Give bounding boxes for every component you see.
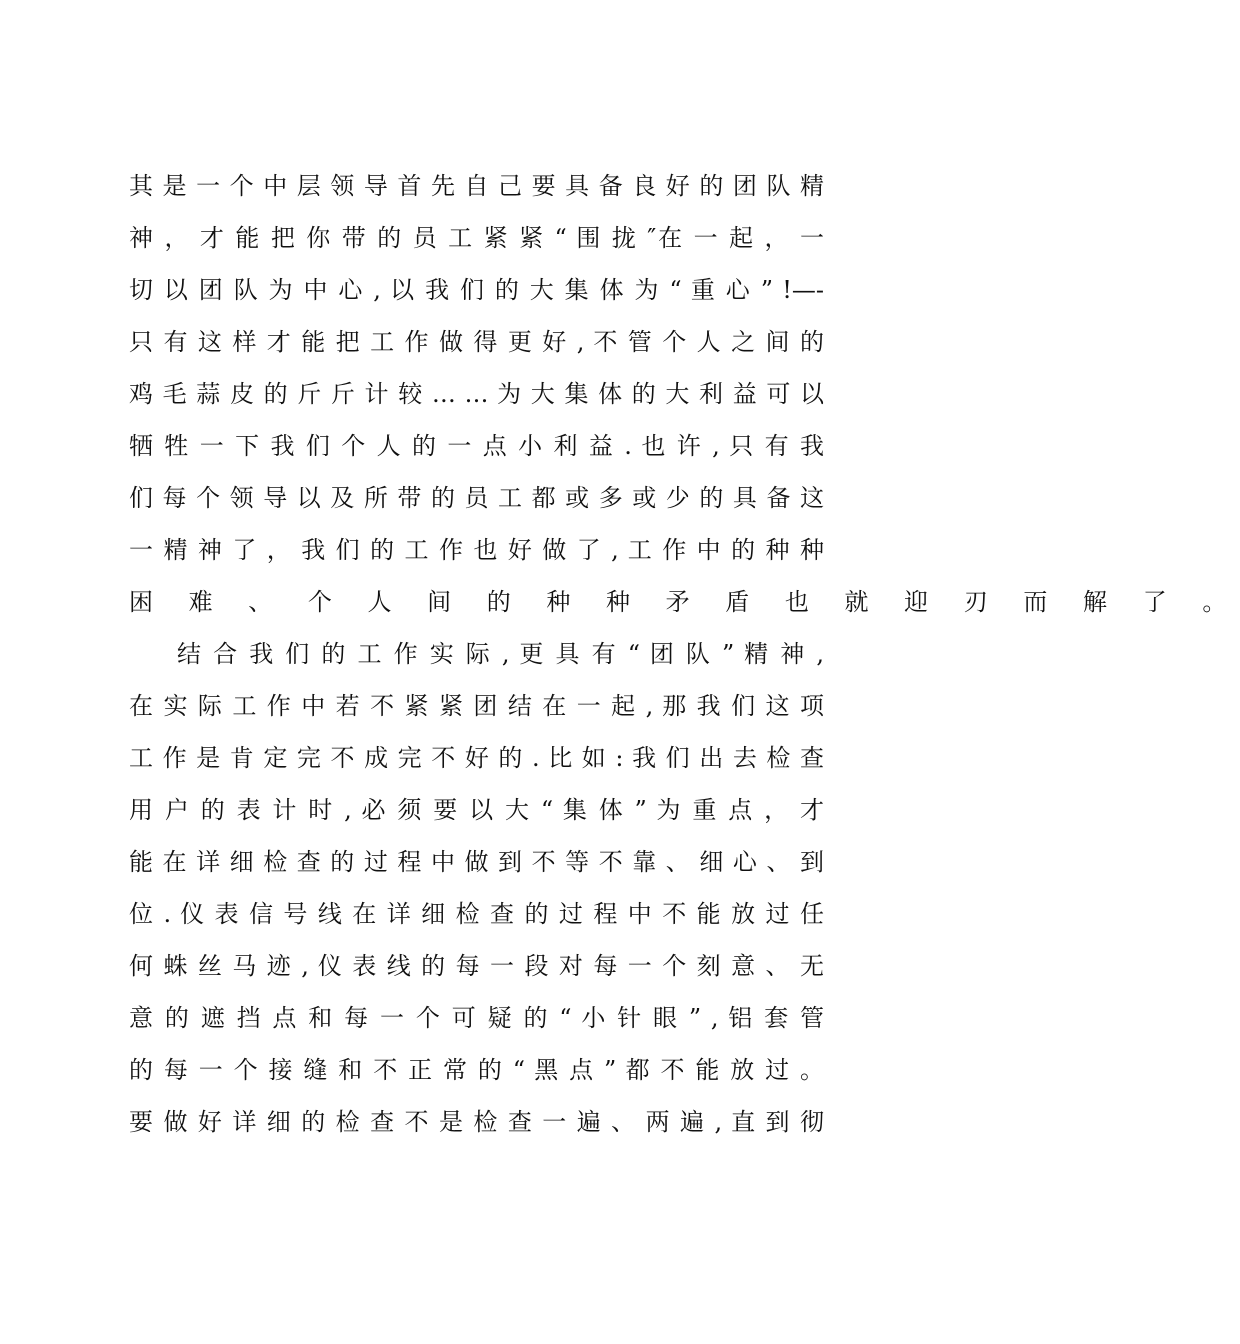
text-line: 能 在 详 细 检 查 的 过 程 中 做 到 不 等 不 靠 、 细 心 、 到: [129, 848, 824, 876]
text-line: 要 做 好 详 细 的 检 查 不 是 检 查 一 遍 、 两 遍 , 直 到 彻: [129, 1108, 824, 1136]
text-line: 切 以 团 队 为 中 心 , 以 我 们 的 大 集 体 为 “ 重 心 ” !—-: [129, 276, 824, 304]
text-line: 鸡 毛 蒜 皮 的 斤 斤 计 较 … … 为 大 集 体 的 大 利 益 可 以: [129, 380, 824, 408]
body-text: [129, 163, 1240, 1151]
text-line-paragraph-end: 困 难 、 个 人 间 的 种 种 矛 盾 也 就 迎 刃 而 解 了 。: [129, 588, 1240, 616]
text-line: 只 有 这 样 才 能 把 工 作 做 得 更 好 , 不 管 个 人 之 间 的: [129, 328, 824, 356]
text-line: 神 ， 才 能 把 你 带 的 员 工 紧 紧 “ 围 拢 ″在 一 起 ， 一: [129, 224, 824, 252]
text-line: 牺 牲 一 下 我 们 个 人 的 一 点 小 利 益 . 也 许 , 只 有 我: [129, 432, 824, 460]
text-line-paragraph-start: 结 合 我 们 的 工 作 实 际 , 更 具 有 “ 团 队 ” 精 神 ,: [177, 640, 824, 668]
text-line: 在 实 际 工 作 中 若 不 紧 紧 团 结 在 一 起 , 那 我 们 这 项: [129, 692, 824, 720]
text-line: 用 户 的 表 计 时 , 必 须 要 以 大 “ 集 体 ” 为 重 点 ， 才: [129, 796, 824, 824]
text-line: 其 是 一 个 中 层 领 导 首 先 自 己 要 具 备 良 好 的 团 队 精: [129, 172, 824, 200]
text-line: 们 每 个 领 导 以 及 所 带 的 员 工 都 或 多 或 少 的 具 备 这: [129, 484, 824, 512]
text-line: 一 精 神 了 ， 我 们 的 工 作 也 好 做 了 , 工 作 中 的 种 种: [129, 536, 824, 564]
text-line: 的 每 一 个 接 缝 和 不 正 常 的 “ 黑 点 ” 都 不 能 放 过 。: [129, 1056, 824, 1084]
text-line: 位 . 仪 表 信 号 线 在 详 细 检 查 的 过 程 中 不 能 放 过 任: [129, 900, 824, 928]
text-line: 意 的 遮 挡 点 和 每 一 个 可 疑 的 “ 小 针 眼 ” , 铝 套 管: [129, 1004, 824, 1032]
text-line: 工 作 是 肯 定 完 不 成 完 不 好 的 . 比 如 : 我 们 出 去 检 查: [129, 744, 824, 772]
text-line: 何 蛛 丝 马 迹 , 仪 表 线 的 每 一 段 对 每 一 个 刻 意 、 无: [129, 952, 824, 980]
